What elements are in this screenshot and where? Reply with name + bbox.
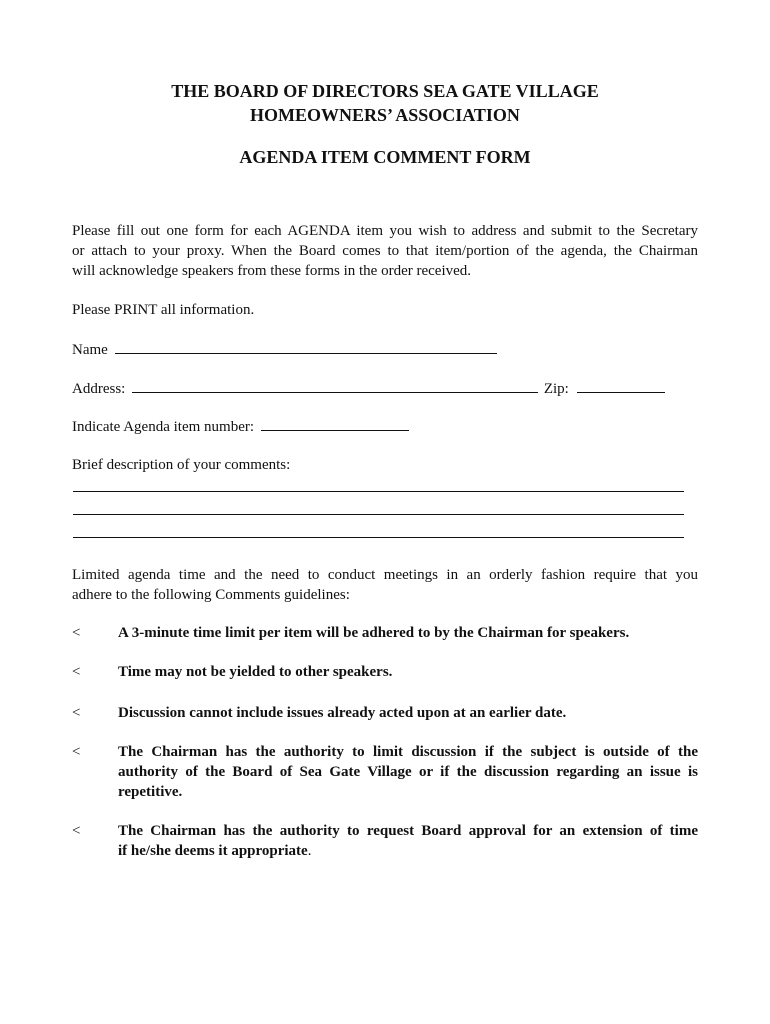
address-blank[interactable]: [132, 378, 538, 393]
brief-description-label: Brief description of your comments:: [72, 457, 291, 473]
intro-paragraph: [72, 221, 698, 281]
guideline-line: Discussion cannot include issues already acted upon at an earlier date.: [118, 705, 567, 721]
comment-line[interactable]: [73, 491, 684, 492]
guidelines-intro: [72, 565, 698, 605]
bullet-marker: <: [72, 664, 81, 680]
guideline-text: if he/she deems it appropriate: [118, 843, 308, 859]
intro-line: or attach to your proxy. When the Board comes to that item/portion of the agenda, the Chairman: [72, 243, 698, 259]
zip-label: Zip:: [543, 381, 569, 397]
guideline-line: A 3-minute time limit per item will be adhered to by the Chairman for speakers.: [118, 625, 630, 641]
guideline-line-last: [118, 841, 698, 861]
guideline-line: Time may not be yielded to other speakers.: [118, 664, 393, 680]
intro-line: Please fill out one form for each AGENDA item you wish to address and submit to the Secretary: [72, 223, 698, 239]
guidelines-intro-line: Limited agenda time and the need to conduct meetings in an orderly fashion require that you: [72, 567, 698, 583]
guideline-item: [118, 703, 698, 723]
address-field: [72, 378, 665, 399]
agenda-item-blank[interactable]: [261, 416, 409, 431]
association-title-line-1: THE BOARD OF DIRECTORS SEA GATE VILLAGE: [171, 81, 599, 101]
name-blank[interactable]: [115, 339, 497, 354]
comment-line[interactable]: [73, 537, 684, 538]
name-field: [72, 339, 497, 360]
bullet-marker: <: [72, 705, 81, 721]
bullet-marker: <: [72, 823, 81, 839]
bullet-marker: <: [72, 625, 81, 641]
guideline-line: The Chairman has the authority to limit discussion if the subject is outside of the: [118, 744, 698, 760]
comment-line[interactable]: [73, 514, 684, 515]
form-title: AGENDA ITEM COMMENT FORM: [239, 147, 531, 167]
intro-line: will acknowledge speakers from these forms in the order received.: [72, 263, 472, 279]
bullet-marker: <: [72, 744, 81, 760]
association-title-line-2: HOMEOWNERS’ ASSOCIATION: [250, 105, 520, 125]
guideline-line: repetitive.: [118, 784, 183, 800]
address-label: Address:: [72, 381, 126, 397]
agenda-item-label: Indicate Agenda item number:: [72, 419, 255, 435]
guideline-line: The Chairman has the authority to request Board approval for an extension of time: [118, 823, 698, 839]
guideline-line: authority of the Board of Sea Gate Village or if the discussion regarding an issue is: [118, 764, 698, 780]
name-label: Name: [72, 342, 108, 358]
print-note: Please PRINT all information.: [72, 302, 255, 318]
guideline-item: [118, 821, 698, 861]
guidelines-intro-line: adhere to the following Comments guidelines:: [72, 587, 350, 603]
guideline-period: .: [307, 843, 312, 859]
agenda-item-field: [72, 416, 409, 437]
zip-blank[interactable]: [577, 378, 665, 393]
guideline-item: [118, 662, 698, 682]
guideline-item: [118, 623, 698, 643]
guideline-item: [118, 742, 698, 802]
